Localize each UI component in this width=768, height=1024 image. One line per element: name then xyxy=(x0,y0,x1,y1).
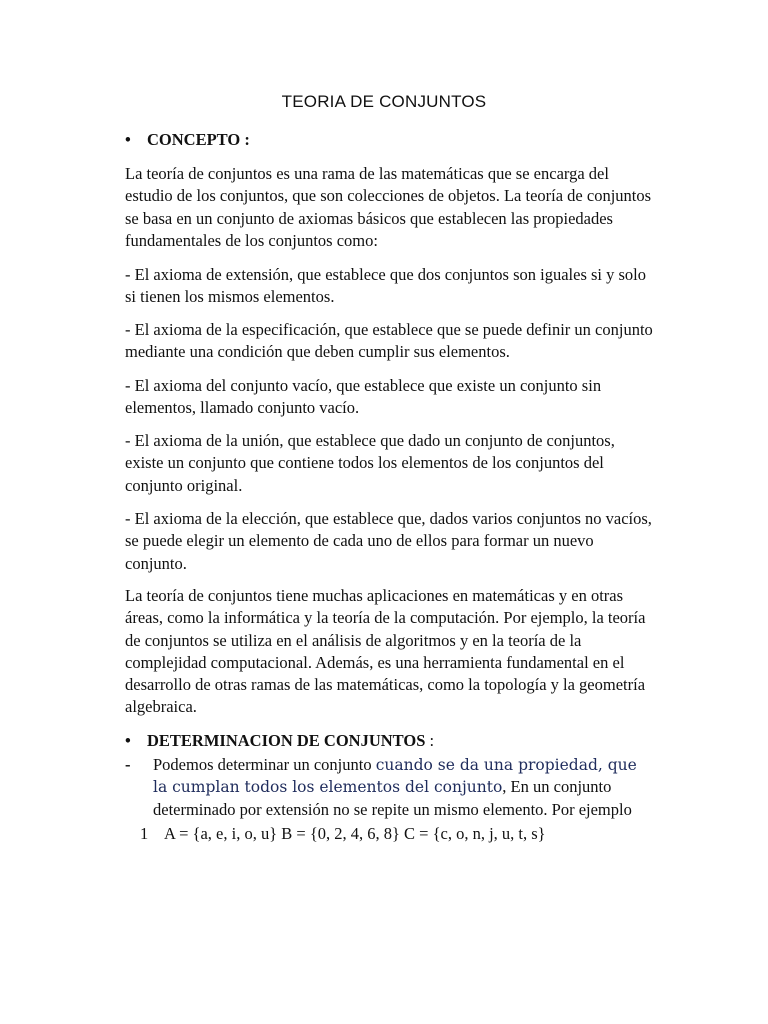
item-text-part1: Podemos determinar un conjunto xyxy=(153,755,376,774)
paragraph-axiom-union xyxy=(125,430,655,497)
item-text-part2: , En un conjunto determinado por extensión no se repite un mismo elemento. Por ejemplo xyxy=(153,777,632,819)
paragraph-text: La teoría de conjuntos es una rama de las matemáticas que se encarga del estudio de los conjuntos, que son colecciones de objetos. La teoría de conjuntos se basa en un conjunto de axiomas básicos que establecen las propiedades fundamentales de los conjuntos como: xyxy=(125,164,652,250)
section-heading-determinacion xyxy=(125,731,434,751)
example-sets-line xyxy=(140,824,546,844)
paragraph-applications xyxy=(125,585,655,719)
paragraph-text: - El axioma de extensión, que establece que dos conjuntos son iguales si y solo si tienen los mismos elementos. xyxy=(125,265,647,307)
section-heading-concepto xyxy=(125,130,250,150)
paragraph-axiom-specification xyxy=(125,319,655,364)
paragraph-axiom-choice xyxy=(125,508,655,575)
paragraph-text: - El axioma del conjunto vacío, que establece que existe un conjunto sin elementos, llamado conjunto vacío. xyxy=(125,376,602,418)
paragraph-text: - El axioma de la especificación, que establece que se puede definir un conjunto mediante una condición que deben cumplir sus elementos. xyxy=(125,320,653,362)
section-heading-text: DETERMINACION DE CONJUNTOS xyxy=(147,731,426,750)
paragraph-text: - El axioma de la elección, que establece que, dados varios conjuntos no vacíos, se puede elegir un elemento de cada uno de ellos para formar un nuevo conjunto. xyxy=(125,509,652,573)
example-sets-text: A = {a, e, i, o, u} B = {0, 2, 4, 6, 8} C = {c, o, n, j, u, t, s} xyxy=(164,824,546,843)
list-item-body xyxy=(153,754,655,821)
heading-colon: : xyxy=(425,731,435,750)
paragraph-intro xyxy=(125,163,655,252)
dash-marker: - xyxy=(125,755,131,774)
example-number: 1 xyxy=(140,824,149,843)
item-text-highlight: cuando se da una propiedad, que la cumplan todos los elementos del conjunto xyxy=(153,756,637,797)
page-title: TEORIA DE CONJUNTOS xyxy=(281,92,487,111)
bullet-icon: • xyxy=(125,130,131,149)
paragraph-text: - El axioma de la unión, que establece que dado un conjunto de conjuntos, existe un conjunto que contiene todos los elementos de los conjuntos del conjunto original. xyxy=(125,431,615,495)
bullet-icon: • xyxy=(125,731,131,750)
section-heading-text: CONCEPTO : xyxy=(147,130,250,149)
paragraph-text: La teoría de conjuntos tiene muchas aplicaciones en matemáticas y en otras áreas, como la informática y la teoría de la computación. Por ejemplo, la teoría de conjuntos se utiliza en el análisis de algoritmos y en la teoría de la complejidad computacional. Además, es una herramienta fundamental en el desarrollo de otras ramas de las matemáticas, como la topología y la geometría algebraica. xyxy=(125,586,646,717)
list-item-determinacion xyxy=(125,754,655,821)
paragraph-axiom-extension xyxy=(125,264,655,309)
paragraph-axiom-empty-set xyxy=(125,375,655,420)
